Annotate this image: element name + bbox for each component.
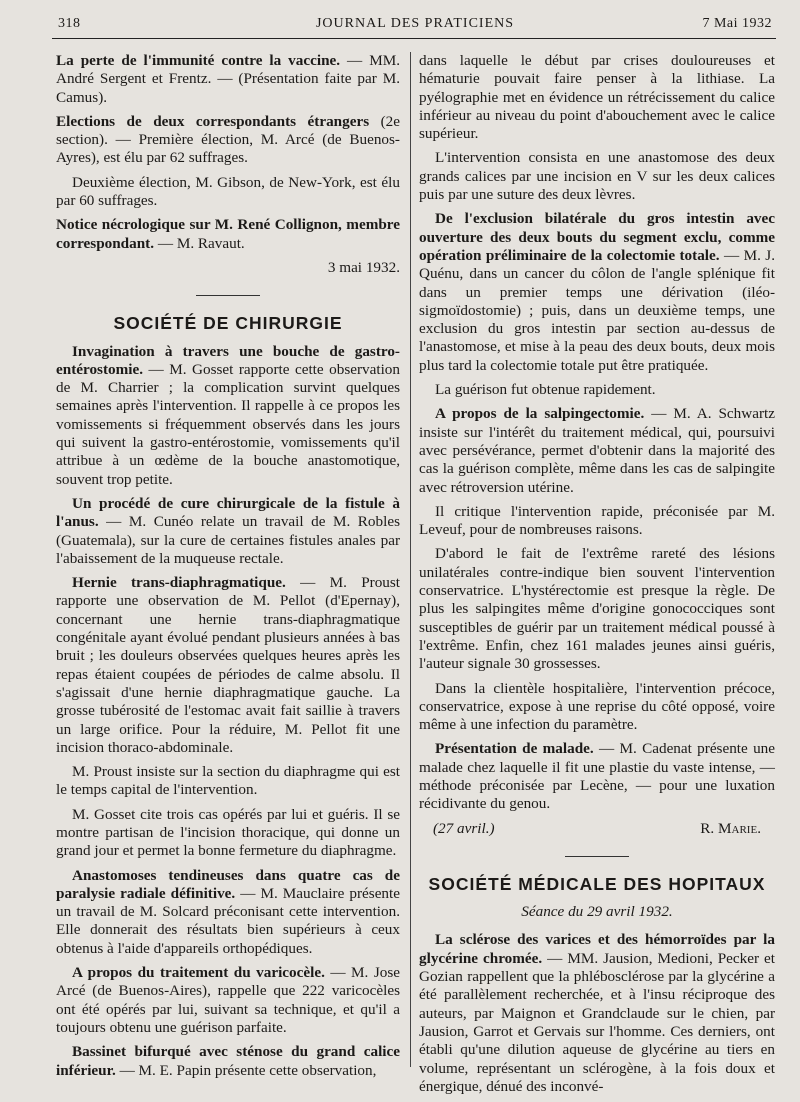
article-text: — M. Cadenat présente une malade chez laquelle il fit une plastie du vaste intense, — méthode préconisée par Lecène, — pour une luxation récidivante du genou.	[419, 740, 776, 813]
article-text: — M. J. Quénu, dans un cancer du côlon de l'angle splénique fit dans un premier temps une dérivation (iléo-sigmoïdostomie) ; puis, dans un deuxième temps, une exclusion du gros intestin par section au-dessus de l'anastomose, et mise à la peau des deux bouts, deux mois plus tard la colectomie totale put être pratiquée.	[419, 246, 775, 374]
article-heading: Hernie trans-diaphragmatique.	[72, 574, 286, 592]
column-divider	[410, 52, 411, 1067]
article-heading: A propos du traitement du varicocèle.	[72, 964, 325, 982]
left-column	[56, 52, 400, 1086]
article-heading: Elections de deux correspondants étrangers	[56, 112, 370, 130]
article-paragraph: M. Proust insiste sur la section du diaphragme qui est le temps capital de l'intervention.	[56, 763, 400, 799]
article-paragraph	[56, 574, 400, 757]
signature-name: R. Marie.	[700, 819, 761, 837]
article-paragraph	[419, 740, 775, 813]
section-title: SOCIÉTÉ DE CHIRURGIE	[113, 313, 343, 334]
article-text: — M. A. Schwartz insiste sur l'intérêt du traitement médical, qui, poursuivi avec persévérance, permet d'obtenir dans la majorité des cas la guérison complète, même dans les cas de salpingite avec rétroversion utérine.	[419, 405, 775, 496]
signature-date: (27 avril.)	[433, 819, 495, 837]
article-heading: Bassinet bifurqué avec sténose du grand calice inférieur.	[56, 1043, 400, 1079]
article-paragraph: L'intervention consista en une anastomose des deux grands calices par une incision en V sur les deux calices puis par une suture des deux lèvres.	[419, 149, 775, 204]
article-paragraph: dans laquelle le début par crises douloureuses et hématurie pouvait faire penser à la lithiase. La pyélographie met en évidence un rétrécissement du calice inférieur au niveau du point d'abouchement avec le calice supérieur.	[419, 52, 775, 143]
session-date: 3 mai 1932.	[327, 258, 400, 276]
article-text: — M. E. Papin présente cette observation,	[115, 1061, 377, 1079]
article-heading: Invagination à travers une bouche de gastro-entérostomie.	[56, 342, 400, 378]
article-paragraph	[56, 343, 400, 489]
page-number: 318	[58, 16, 81, 31]
article-heading: La sclérose des varices et des hémorroïdes par la glycérine chromée.	[419, 931, 775, 967]
article-paragraph: Deuxième élection, M. Gibson, de New-York, est élu par 60 suffrages.	[56, 173, 400, 210]
article-paragraph	[419, 210, 775, 375]
article-paragraph	[56, 216, 400, 253]
journal-title: JOURNAL DES PRATICIENS	[315, 16, 515, 31]
article-text: — MM. André Sergent et Frentz. — (Présentation faite par M. Camus).	[56, 52, 400, 106]
article-paragraph	[56, 52, 400, 107]
article-paragraph: M. Gosset cite trois cas opérés par lui et guéris. Il se montre partisan de l'incision thoracique, qui donne un grand jour et permet la bonne fermeture du diaphragme.	[56, 805, 400, 860]
article-paragraph	[56, 495, 400, 568]
article-paragraph: Dans la clientèle hospitalière, l'intervention précoce, conservatrice, expose à une reprise du côté opposé, voire même à une infection du paramètre.	[419, 679, 775, 734]
article-heading: La perte de l'immunité contre la vaccine.	[56, 52, 341, 69]
article-heading: De l'exclusion bilatérale du gros intestin avec ouverture des deux bouts du segment exclu, comme opération préliminaire de la colectomie totale.	[419, 210, 775, 264]
report-signature	[419, 820, 775, 838]
article-text: — M. Jose Arcé (de Buenos-Aires), rappelle que 222 varicocèles ont été opérés par lui, suivant sa technique, et qu'il a toujours obtenu une guérison parfaite.	[56, 964, 400, 1036]
article-paragraph	[56, 964, 400, 1037]
article-paragraph: D'abord le fait de l'extrême rareté des lésions unilatérales contre-indique bien souvent l'intervention conservatrice. L'hystérectomie est presque la règle. De plus les salpingites même d'origine gonococciques sont susceptibles de guérir par un traitement médical poussé à l'extrême. Enfin, chez 161 malades jeunes ainsi guéris, l'auteur signale 30 grossesses.	[419, 545, 775, 673]
article-paragraph	[419, 931, 775, 1096]
article-heading: A propos de la salpingectomie.	[435, 405, 645, 423]
article-text: (2e section). — Première élection, M. Arcé (de Buenos-Ayres), est élu par 62 suffrages.	[56, 112, 400, 167]
article-text: — M. Proust rapporte une observation de M. Pellot (d'Epernay), concernant une hernie trans-diaphragmatique congénitale ayant évolué pendant plusieurs années à bas bruit ; les douleurs observées quelques heures après les repas étaient coupées de périodes de calme absolu. Il s'agissait d'une hernie diaphragmatique gauche. La grosse tubérosité de l'estomac avait fait saillie à travers un large orifice. Pour la réduire, M. Pellot fit une incision thoraco-abdominale.	[56, 574, 401, 756]
article-heading: Présentation de malade.	[435, 740, 594, 758]
article-text: — M. Ravaut.	[154, 234, 245, 252]
section-separator	[196, 295, 260, 296]
header-rule	[52, 38, 776, 39]
article-paragraph	[56, 1043, 400, 1080]
article-heading: Anastomoses tendineuses dans quatre cas de paralysie radiale définitive.	[56, 866, 400, 902]
article-text: — M. Mauclaire présente un travail de M. Solcard préconisant cette intervention. Elle donnerait des résultats bien supérieurs à ceux obtenus à l'aide d'appareils orthopédiques.	[56, 884, 400, 957]
section-separator	[565, 856, 629, 857]
session-date: Séance du 29 avril 1932.	[521, 903, 673, 921]
section-title: SOCIÉTÉ MÉDICALE DES HOPITAUX	[428, 873, 766, 894]
article-paragraph: Il critique l'intervention rapide, préconisée par M. Leveuf, pour de nombreuses raisons.	[419, 502, 775, 539]
article-text: — M. Cunéo relate un travail de M. Robles (Guatemala), sur la cure de certaines fistules anales par l'abaissement de la muqueuse rectale.	[56, 513, 400, 567]
article-paragraph	[419, 405, 775, 496]
article-heading: Notice nécrologique sur M. René Collignon, membre correspondant.	[56, 216, 400, 252]
article-paragraph	[56, 113, 400, 168]
article-paragraph	[56, 867, 400, 958]
article-text: — M. Gosset rapporte cette observation de M. Charrier ; la complication survint quelques semaines après l'intervention. Il rappelle à ce propos les vomissements si fréquemment observés dans les jours qui suivent la gastro-entérostomie, vomissements qu'il attribue à un œdème de la bouche anastomotique, souvent trop petite.	[56, 360, 400, 488]
article-paragraph: La guérison fut obtenue rapidement.	[435, 381, 656, 399]
issue-date: 7 Mai 1932	[702, 16, 772, 31]
article-text: — MM. Jausion, Medioni, Pecker et Gozian rappellent que la phlébosclérose par la glycérine a été parallèlement recherchée, et à l'insu réciproque des auteurs, par Maignon et Grandclaude sur le chien, par Jausion, Garrot et Gervais sur l'homme. Ces derniers, ont établi qu'une dilution aqueuse de glycérine au tiers en volume, représentant un sclérogène, à la fois doux et énergique, dénué des inconvé-	[419, 949, 775, 1095]
right-column	[419, 52, 775, 1102]
page-header	[58, 14, 772, 36]
article-heading: Un procédé de cure chirurgicale de la fistule à l'anus.	[56, 494, 400, 531]
